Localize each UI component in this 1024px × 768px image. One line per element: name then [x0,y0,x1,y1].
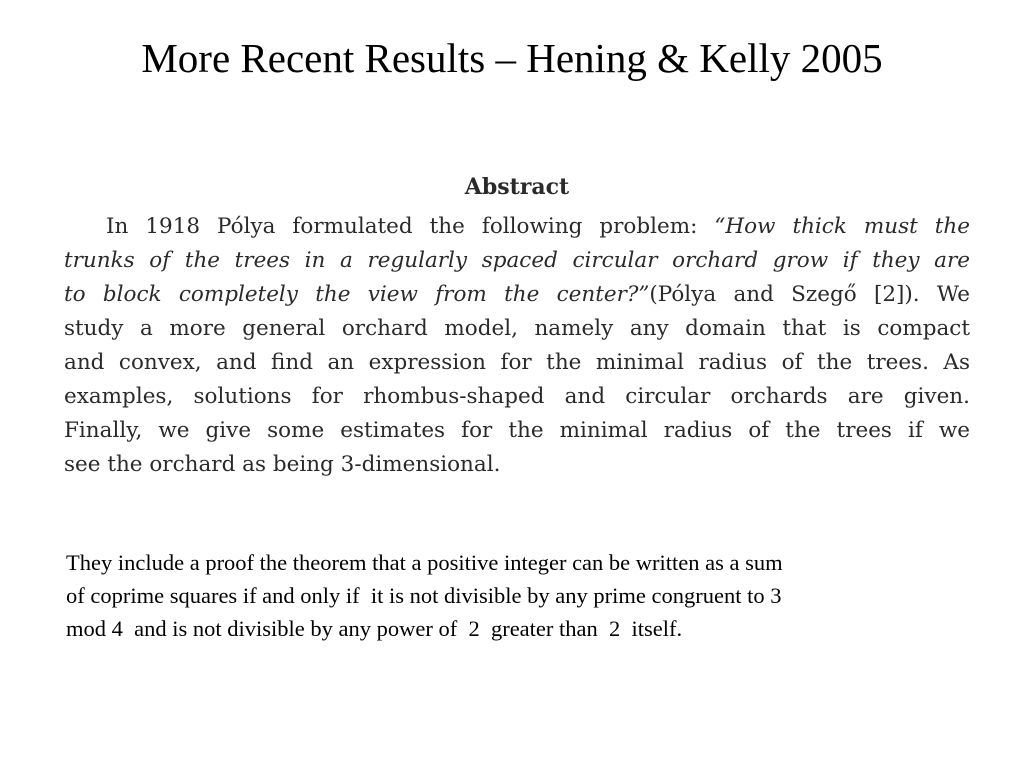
abstract-line: examples, solutions for rhombus-shaped and circular orchards are given. [64,384,970,409]
abstract-text: (Pólya and Szegő [2]). We [649,282,971,307]
slide-title: More Recent Results – Hening & Kelly 2005 [141,35,883,81]
body-paragraph [66,546,972,645]
abstract-line [64,210,970,244]
abstract-line: Finally, we give some estimates for the minimal radius of the trees if we [64,418,970,443]
abstract-line: study a more general orchard model, namely any domain that is compact [64,316,970,341]
abstract-image [64,170,970,482]
abstract-quote: “How thick must the [714,214,970,239]
abstract-quote: to block completely the view from the center?” [64,282,650,307]
abstract-line [64,278,970,312]
body-line: They include a proof the theorem that a positive integer can be written as a sum [66,550,783,575]
abstract-heading: Abstract [464,174,570,200]
body-line: mod 4 and is not divisible by any power of 2 greater than 2 itself. [66,616,683,641]
abstract-quote: trunks of the trees in a regularly spaced circular orchard grow if they are [64,248,970,273]
body-line: of coprime squares if and only if it is not divisible by any prime congruent to 3 [66,583,782,608]
abstract-line: see the orchard as being 3-dimensional. [64,452,501,477]
abstract-line [64,244,970,278]
abstract-line: and convex, and find an expression for the minimal radius of the trees. As [64,350,970,375]
abstract-text: In 1918 Pólya formulated the following problem: [106,214,715,239]
